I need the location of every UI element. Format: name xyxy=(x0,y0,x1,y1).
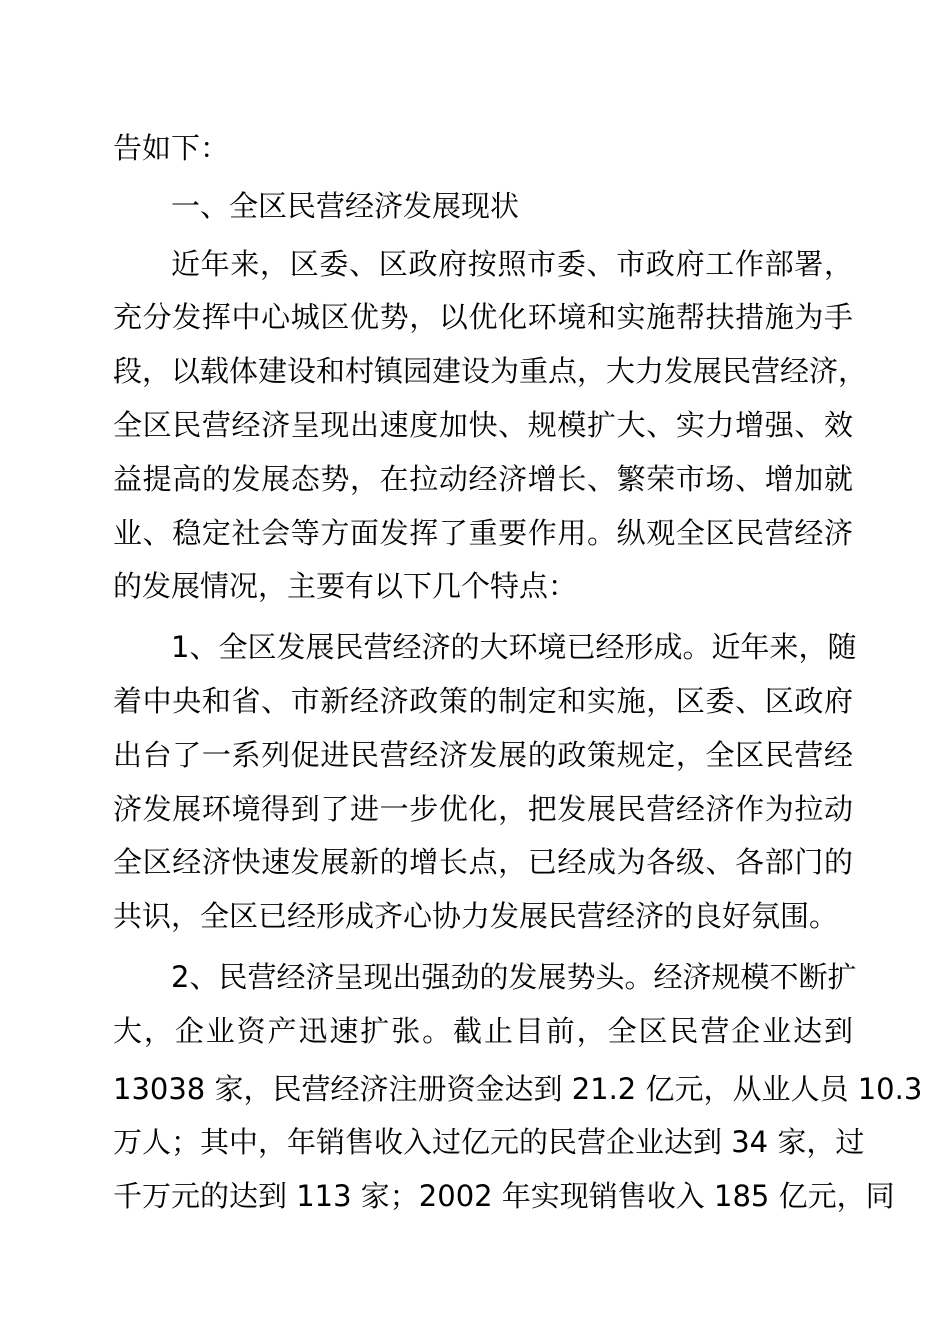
paragraph-line: 万人；其中，年销售收入过亿元的民营企业达到 34 家，过 xyxy=(113,1125,865,1160)
paragraph-line: 全区民营经济呈现出速度加快、规模扩大、实力增强、效 xyxy=(113,407,853,442)
paragraph-line: 的发展情况，主要有以下几个特点： xyxy=(113,569,578,604)
paragraph-line: 出台了一系列促进民营经济发展的政策规定，全区民营经 xyxy=(113,737,853,772)
paragraph-line: 近年来，区委、区政府按照市委、市政府工作部署， xyxy=(171,246,853,281)
paragraph-line: 段，以载体建设和村镇园建设为重点，大力发展民营经济， xyxy=(113,354,868,389)
body-text xyxy=(113,122,923,1224)
paragraph-line: 共识，全区已经形成齐心协力发展民营经济的良好氛围。 xyxy=(113,899,839,934)
paragraph-line: 大，企业资产迅速扩张。截止目前，全区民营企业达到 xyxy=(113,1013,853,1048)
paragraph-line: 13038 家，民营经济注册资金达到 21.2 亿元，从业人员 10.3 xyxy=(113,1071,923,1106)
paragraph-line: 业、稳定社会等方面发挥了重要作用。纵观全区民营经济 xyxy=(113,515,853,550)
paragraph-line: 全区经济快速发展新的增长点，已经成为各级、各部门的 xyxy=(113,845,853,880)
section-heading: 一、全区民营经济发展现状 xyxy=(171,188,520,223)
paragraph-line: 着中央和省、市新经济政策的制定和实施，区委、区政府 xyxy=(113,683,853,718)
paragraph-line: 充分发挥中心城区优势，以优化环境和实施帮扶措施为手 xyxy=(113,300,853,335)
paragraph-line: 千万元的达到 113 家；2002 年实现销售收入 185 亿元，同 xyxy=(113,1179,895,1214)
paragraph-line: 1、全区发展民营经济的大环境已经形成。近年来，随 xyxy=(171,630,857,665)
text-line: 告如下： xyxy=(113,131,230,165)
paragraph-line: 益提高的发展态势，在拉动经济增长、繁荣市场、增加就 xyxy=(113,461,853,496)
paragraph-line: 济发展环境得到了进一步优化，把发展民营经济作为拉动 xyxy=(113,791,853,826)
paragraph-line: 2、民营经济呈现出强劲的发展势头。经济规模不断扩 xyxy=(171,959,857,994)
